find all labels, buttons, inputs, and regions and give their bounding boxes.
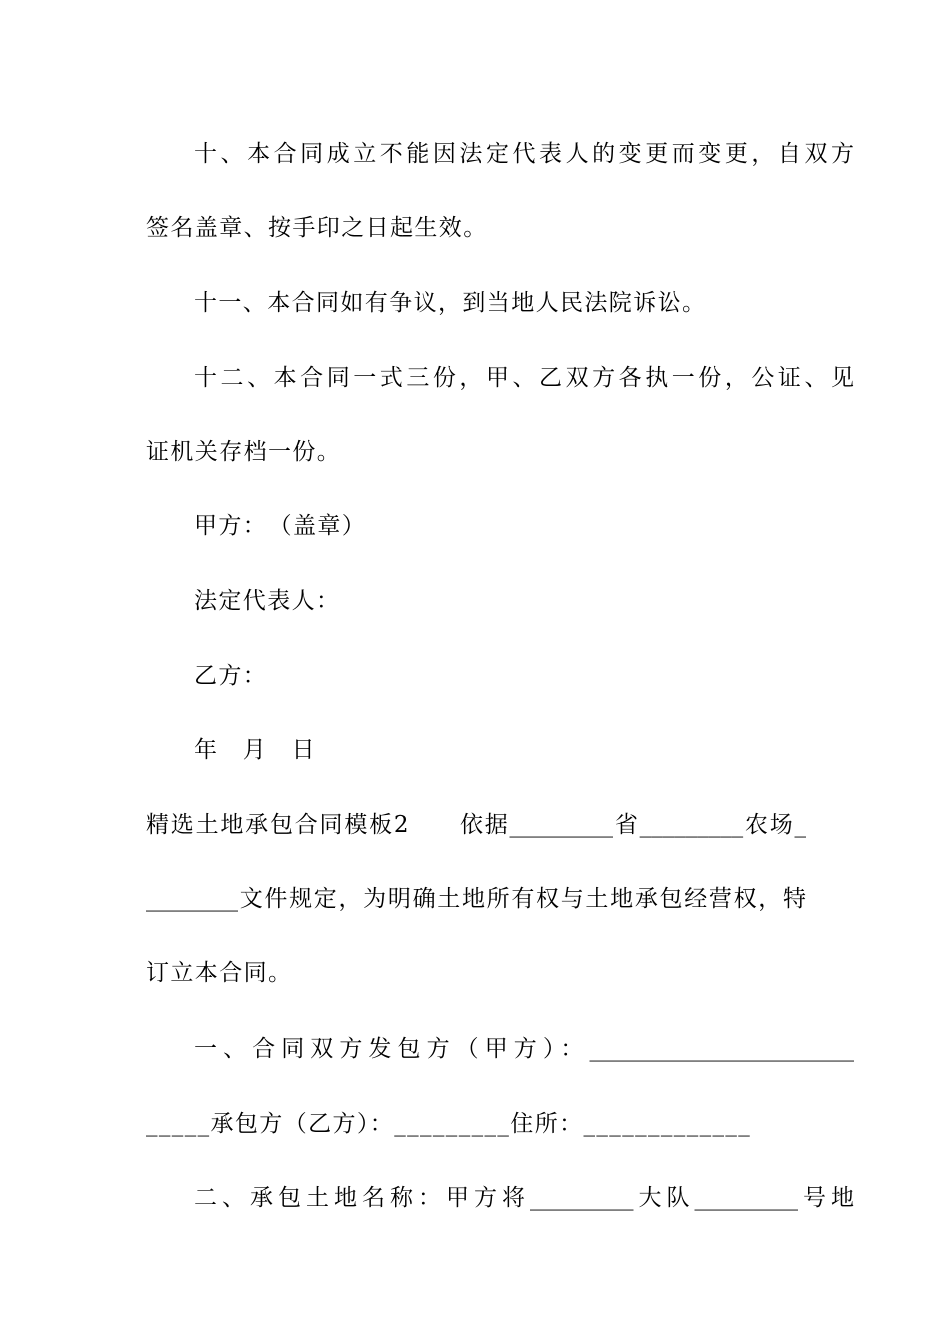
signature-party-b: 乙方： [194,663,268,689]
signature-legal-representative: 法定代表人： [194,588,341,614]
paragraph-line: 订立本合同。 [146,960,293,986]
paragraph-line: _____承包方（乙方）：_________住所：_____________ [146,1111,752,1137]
signature-party-a: 甲方： （盖章） [194,513,367,539]
signature-date: 年 月 日 [194,737,316,763]
paragraph-line: 十、本合同成立不能因法定代表人的变更而变更，自双方 [194,141,854,167]
paragraph-line: 十二、本合同一式三份，甲、乙双方各执一份，公证、见 [194,365,854,391]
paragraph-line: 一、合同双方发包方（甲方）：_______________________ [194,1036,854,1062]
paragraph-line: ________文件规定，为明确土地所有权与土地承包经营权，特 [146,886,806,912]
paragraph-line: 二、承包土地名称：甲方将_________大队_________号地 [194,1185,854,1211]
section-heading-line: 精选土地承包合同模板2 依据_________省_________农场_ [146,812,806,838]
paragraph-line: 十一、本合同如有争议，到当地人民法院诉讼。 [194,290,707,316]
paragraph-line: 证机关存档一份。 [146,439,342,465]
paragraph-line: 签名盖章、按手印之日起生效。 [146,215,488,241]
